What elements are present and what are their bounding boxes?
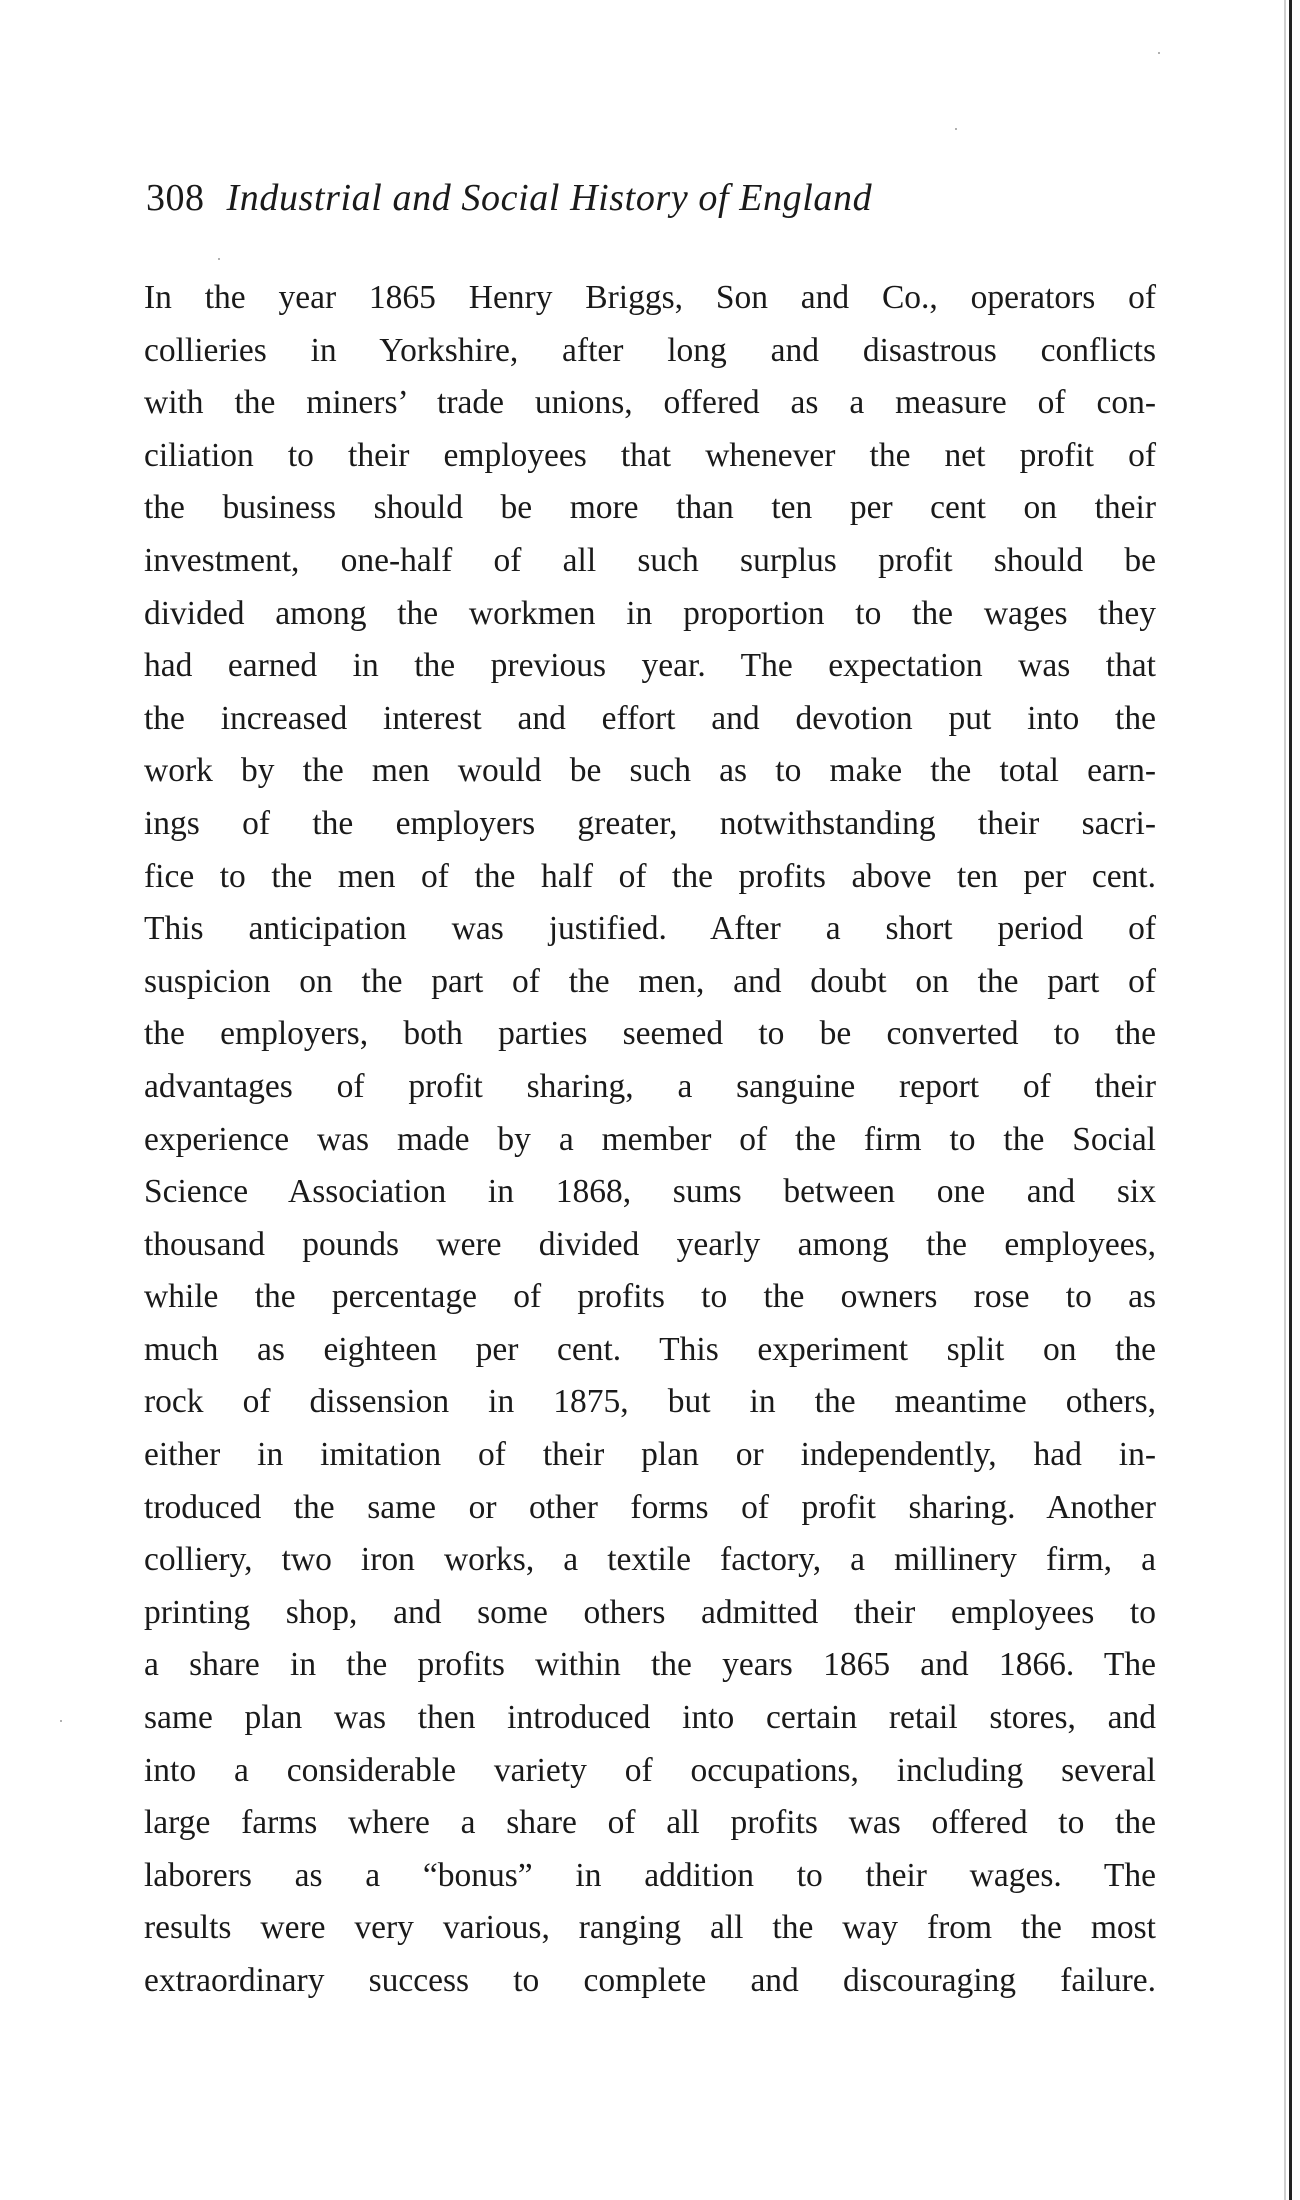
running-header — [146, 176, 1166, 236]
text-line: much as eighteen per cent. This experiment split on the — [144, 1330, 1156, 1368]
text-line: This anticipation was justified. After a short period of — [144, 910, 1156, 948]
text-line: laborers as a “bonus” in addition to their wages. The — [144, 1856, 1156, 1894]
text-line: the business should be more than ten per cent on their — [144, 489, 1156, 527]
text-line: Science Association in 1868, sums between one and six — [144, 1173, 1156, 1211]
text-line: suspicion on the part of the men, and doubt on the part of — [144, 962, 1156, 1000]
text-line: a share in the profits within the years 1865 and 1866. The — [144, 1646, 1156, 1684]
paper-speck — [60, 1720, 62, 1722]
text-line: had earned in the previous year. The expectation was that — [144, 647, 1156, 685]
text-line: with the miners’ trade unions, offered as a measure of con- — [144, 384, 1156, 422]
running-title: Industrial and Social History of England — [226, 177, 873, 219]
text-line: extraordinary success to complete and discouraging failure. — [144, 1962, 1156, 1999]
paper-speck — [955, 128, 957, 130]
text-line: same plan was then introduced into certain retail stores, and — [144, 1699, 1156, 1737]
text-line: investment, one-half of all such surplus profit should be — [144, 541, 1156, 579]
page-number: 308 — [146, 177, 205, 219]
text-line: printing shop, and some others admitted their employees to — [144, 1593, 1156, 1631]
text-line: rock of dissension in 1875, but in the meantime others, — [144, 1383, 1156, 1421]
text-line: divided among the workmen in proportion to the wages they — [144, 594, 1156, 632]
text-line: work by the men would be such as to make the total earn- — [144, 752, 1156, 790]
page-binding-shadow — [1284, 0, 1286, 2200]
text-line: the employers, both parties seemed to be converted to the — [144, 1015, 1156, 1053]
text-line: colliery, two iron works, a textile factory, a millinery firm, a — [144, 1541, 1156, 1579]
text-line: ings of the employers greater, notwithstanding their sacri- — [144, 804, 1156, 842]
text-line: while the percentage of profits to the owners rose to as — [144, 1278, 1156, 1316]
text-line: troduced the same or other forms of profit sharing. Another — [144, 1488, 1156, 1526]
text-line: In the year 1865 Henry Briggs, Son and Co., operators of — [144, 279, 1156, 316]
text-line: large farms where a share of all profits was offered to the — [144, 1804, 1156, 1842]
text-line: thousand pounds were divided yearly among the employees, — [144, 1225, 1156, 1263]
text-line: ciliation to their employees that whenever the net profit of — [144, 436, 1156, 474]
text-line: advantages of profit sharing, a sanguine report of their — [144, 1067, 1156, 1105]
text-line: fice to the men of the half of the profits above ten per cent. — [144, 857, 1156, 895]
paper-speck — [1158, 52, 1160, 54]
text-line: into a considerable variety of occupations, including several — [144, 1751, 1156, 1789]
text-line: either in imitation of their plan or independently, had in- — [144, 1436, 1156, 1474]
paper-speck — [218, 258, 220, 260]
page-binding-edge — [1289, 0, 1292, 2200]
text-line: experience was made by a member of the firm to the Social — [144, 1120, 1156, 1158]
text-line: results were very various, ranging all the way from the most — [144, 1909, 1156, 1947]
text-line: the increased interest and effort and devotion put into the — [144, 699, 1156, 737]
body-paragraph — [144, 272, 1156, 2008]
text-line: collieries in Yorkshire, after long and disastrous conflicts — [144, 331, 1156, 369]
